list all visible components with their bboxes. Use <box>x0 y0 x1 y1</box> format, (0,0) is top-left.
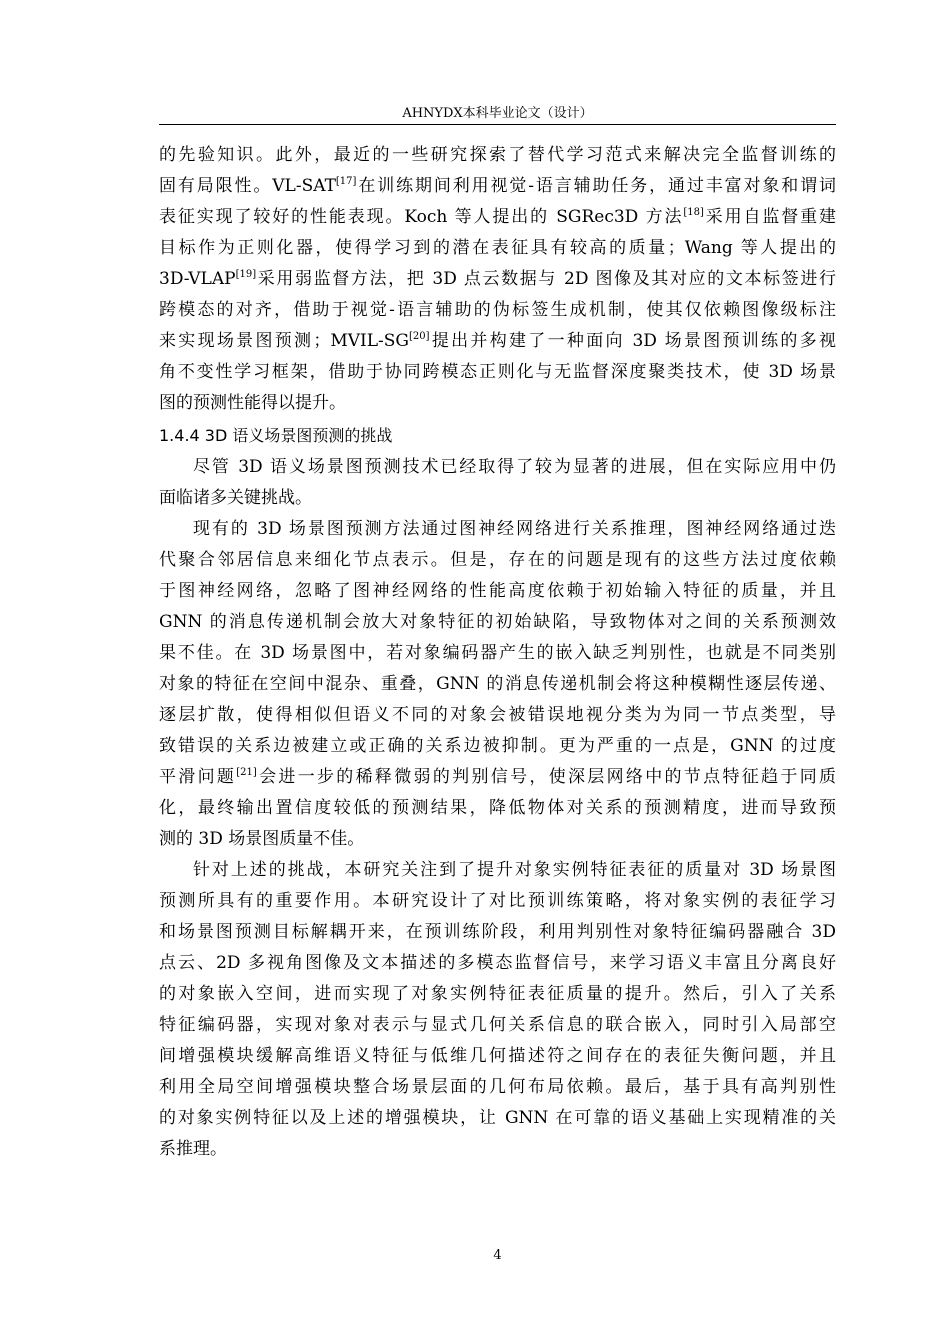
text-span: 平滑问题 <box>159 767 237 787</box>
text-line: 图的预测性能得以提升。 <box>159 393 346 413</box>
text-line: 果不佳。在 3D 场景图中，若对象编码器产生的嵌入缺乏判别性，也就是不同类别 <box>159 643 836 663</box>
section-heading: 1.4.4 3D 语义场景图预测的挑战 <box>159 426 393 445</box>
paragraph-related-work <box>159 140 836 419</box>
citation: [18] <box>683 207 704 218</box>
text-line <box>159 326 836 357</box>
text-line: 预测所具有的重要作用。本研究设计了对比预训练策略，将对象实例的表征学习 <box>159 891 836 911</box>
text-line: 角不变性学习框架，借助于协同跨模态正则化与无监督深度聚类技术，使 3D 场景 <box>159 362 836 382</box>
paragraph-gnn-problem <box>159 514 836 855</box>
text-line: 尽管 3D 语义场景图预测技术已经取得了较为显著的进展，但在实际应用中仍 <box>193 457 836 477</box>
text-line: 致错误的关系边被建立或正确的关系边被抑制。更为严重的一点是，GNN 的过度 <box>159 736 836 756</box>
citation: [17] <box>335 176 357 187</box>
text-line <box>159 202 836 233</box>
text-line: 对象的特征在空间中混杂、重叠，GNN 的消息传递机制会将这种模糊性逐层传递、 <box>159 674 836 694</box>
text-line <box>159 264 836 295</box>
text-line: 跨模态的对齐，借助于视觉-语言辅助的伪标签生成机制，使其仅依赖图像级标注 <box>159 300 836 320</box>
header-rule <box>159 124 836 125</box>
text-line: GNN 的消息传递机制会放大对象特征的初始缺陷，导致物体对之间的关系预测效 <box>159 612 836 632</box>
text-line: 的对象实例特征以及上述的增强模块，让 GNN 在可靠的语义基础上实现精准的关 <box>159 1108 836 1128</box>
text-line: 系推理。 <box>159 1139 227 1159</box>
citation: [20] <box>409 331 430 342</box>
text-line: 利用全局空间增强模块整合场景层面的几何布局依赖。最后，基于具有高判别性 <box>159 1077 836 1097</box>
text-line: 点云、2D 多视角图像及文本描述的多模态监督信号，来学习语义丰富且分离良好 <box>159 953 836 973</box>
text-span: 来实现场景图预测；MVIL-SG <box>159 331 410 351</box>
running-header: AHNYDX本科毕业论文（设计） <box>402 106 593 121</box>
text-line: 目标作为正则化器，使得学习到的潜在表征具有较高的质量；Wang 等人提出的 <box>159 238 836 258</box>
text-line: 现有的 3D 场景图预测方法通过图神经网络进行关系推理，图神经网络通过迭 <box>193 519 836 539</box>
citation: [21] <box>236 767 257 778</box>
text-line: 化，最终输出置信度较低的预测结果，降低物体对关系的预测精度，进而导致预 <box>159 798 836 818</box>
text-line: 针对上述的挑战，本研究关注到了提升对象实例特征表征的质量对 3D 场景图 <box>193 860 836 880</box>
paragraph-intro-challenges <box>159 452 836 514</box>
page-body <box>159 140 836 1165</box>
text-line: 逐层扩散，使得相似但语义不同的对象会被错误地视分类为为同一节点类型，导 <box>159 705 836 725</box>
text-line: 面临诸多关键挑战。 <box>159 488 312 508</box>
text-line: 特征编码器，实现对象对表示与显式几何关系信息的联合嵌入，同时引入局部空 <box>159 1015 836 1035</box>
page-number: 4 <box>493 1248 502 1263</box>
text-span: 固有局限性。VL-SAT <box>159 176 336 196</box>
text-line: 间增强模块缓解高维语义特征与低维几何描述符之间存在的表征失衡问题，并且 <box>159 1046 836 1066</box>
text-line: 代聚合邻居信息来细化节点表示。但是，存在的问题是现有的这些方法过度依赖 <box>159 550 836 570</box>
text-span: 提出并构建了一种面向 3D 场景图预训练的多视 <box>429 331 836 351</box>
text-line: 和场景图预测目标解耦开来，在预训练阶段，利用判别性对象特征编码器融合 3D <box>159 922 836 942</box>
text-line: 的先验知识。此外，最近的一些研究探索了替代学习范式来解决完全监督训练的 <box>159 145 836 165</box>
text-line <box>159 762 836 793</box>
text-line <box>159 171 836 202</box>
text-span: 采用弱监督方法，把 3D 点云数据与 2D 图像及其对应的文本标签进行 <box>256 269 836 289</box>
paragraph-proposed-approach <box>159 855 836 1165</box>
text-span: 在训练期间利用视觉-语言辅助任务，通过丰富对象和谓词 <box>356 176 836 196</box>
text-line: 测的 3D 场景图质量不佳。 <box>159 829 365 849</box>
text-span: 表征实现了较好的性能表现。Koch 等人提出的 SGRec3D 方法 <box>159 207 684 227</box>
text-line: 于图神经网络，忽略了图神经网络的性能高度依赖于初始输入特征的质量，并且 <box>159 581 836 601</box>
text-line: 的对象嵌入空间，进而实现了对象实例特征表征质量的提升。然后，引入了关系 <box>159 984 836 1004</box>
text-span: 采用自监督重建 <box>703 207 836 227</box>
citation: [19] <box>235 269 257 280</box>
text-span: 3D-VLAP <box>159 269 236 289</box>
text-span: 会进一步的稀释微弱的判别信号，使深层网络中的节点特征趋于同质 <box>256 767 836 787</box>
